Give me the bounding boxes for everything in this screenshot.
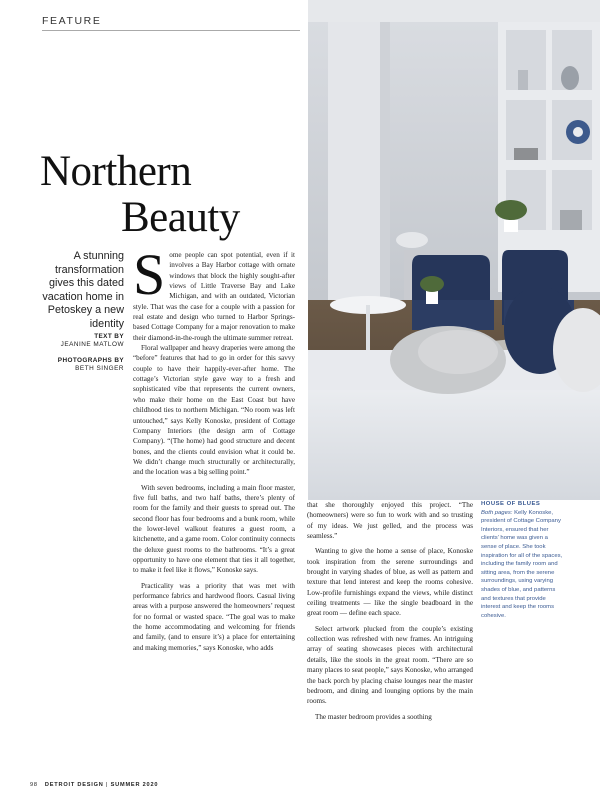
body-paragraph: Practicality was a priority that was met with performance fabrics and hardwood floors. Casual living areas with a purpose answered the homeowners’ request for no formal or wasted space. “The goal was to make the home accommodating and welcoming for friends and family, (and to ensure it’s) a place for entertaining and making memories,” says Konoske, who adds [133,581,295,652]
text-credit-name: JEANINE MATLOW [60,341,124,348]
caption-text: Kelly Konoske, president of Cottage Company Interiors, ensured that her clients’ home was given a sense of place. She took inspiration for all of the spaces, including the family room and sitting area, from the serene surroundings, using varying shades of blue, and patterns and textures that provide interest and keep the rooms cohesive. [481,509,563,619]
section-rule [42,30,300,31]
photo-credit-label: PHOTOGRAPHS BY [57,357,124,364]
page-folio [30,782,158,788]
photo-caption [481,500,563,620]
living-room-illustration [308,0,600,500]
body-paragraph: With seven bedrooms, including a main floor master, five full baths, and two half baths, there’s plenty of room for the family and their guests to spread out. The second floor has four bedrooms and a bunk room, while the lower-level walkout features a guest room, a kitchenette, and a game room. Color continuity connects the deluxe guest rooms to the bathrooms. “It’s a great opportunity to have one element that ties it all together, to make it feel like it flows,” Konoske says. [133,483,295,575]
headline-line2: Beauty [121,194,240,241]
magazine-name: DETROIT DESIGN [44,782,104,788]
caption-lead: Both pages: [481,509,513,516]
drop-cap: S [133,242,166,307]
body-column-2 [307,500,473,722]
deck-text: A stunning transformation gives this dated vacation home in Petoskey a new identity [42,250,124,330]
photo-credit-name: BETH SINGER [75,365,124,372]
body-paragraph: Some people can spot potential, even if it involves a Bay Harbor cottage with ornate windows that block the highly sought-after views of Little Traverse Bay and Lake Michigan, and with an outdated, Victorian style. That was the case for a couple with a passion for real estate and design who turned to Harbor Springs-based Cottage Company for a major renovation to make their diamond-in-the-rough the ultimate summer retreat. [133,242,295,342]
page-number: 98 [30,782,38,788]
section-label: FEATURE [42,15,102,27]
body-paragraph: Floral wallpaper and heavy draperies were among the “before” features that had to go in order for this savvy couple to have their happily-ever-after home. The cottage’s Victorian style gave way to a fresh and sophisticated vibe that represents the current owners, who make their home on the East Coast but have childhood ties to northern Michigan. “No room was left untouched,” says Kelly Konoske, president of Cottage Company Interiors (the design arm of Cottage Company). “(The home) had good structure and decent bones, and the clients could envision what it could be. We didn’t change much structurally or architecturally, and the location was a big selling point.” [133,344,295,477]
headline-line1: Northern [40,148,192,195]
body-paragraph: that she thoroughly enjoyed this project. “The (homeowners) were so fun to work with and so trusting of my ideas. We just gelled, and the process was seamless.” [307,501,473,541]
text-credit-label: TEXT BY [94,333,124,340]
folio-separator: | [106,782,109,788]
body-paragraph: The master bedroom provides a soothing [315,712,432,721]
living-room-photo [308,0,600,500]
body-column-1 [133,242,295,653]
issue-name: SUMMER 2020 [110,782,159,788]
body-paragraph: Select artwork plucked from the couple’s existing collection was refreshed with new frames. An intriguing array of seating showcases pieces with architectural details, like the stools in the great room. “There are so many places to seat people,” says Konoske, who arranged the back porch by placing chaise lounges near the master bedroom, and dining and lounging options by the main rooms. [307,624,473,706]
caption-head: HOUSE OF BLUES [481,501,541,507]
body-paragraph: Wanting to give the home a sense of place, Konoske took inspiration from the serene surroundings and brought in varying shades of blue, as well as pattern and texture that lend interest and keep the rooms cohesive. Low-profile furnishings expand the views, while distinct ceiling treatments — like the single beadboard in the great room — define each space. [307,547,473,618]
